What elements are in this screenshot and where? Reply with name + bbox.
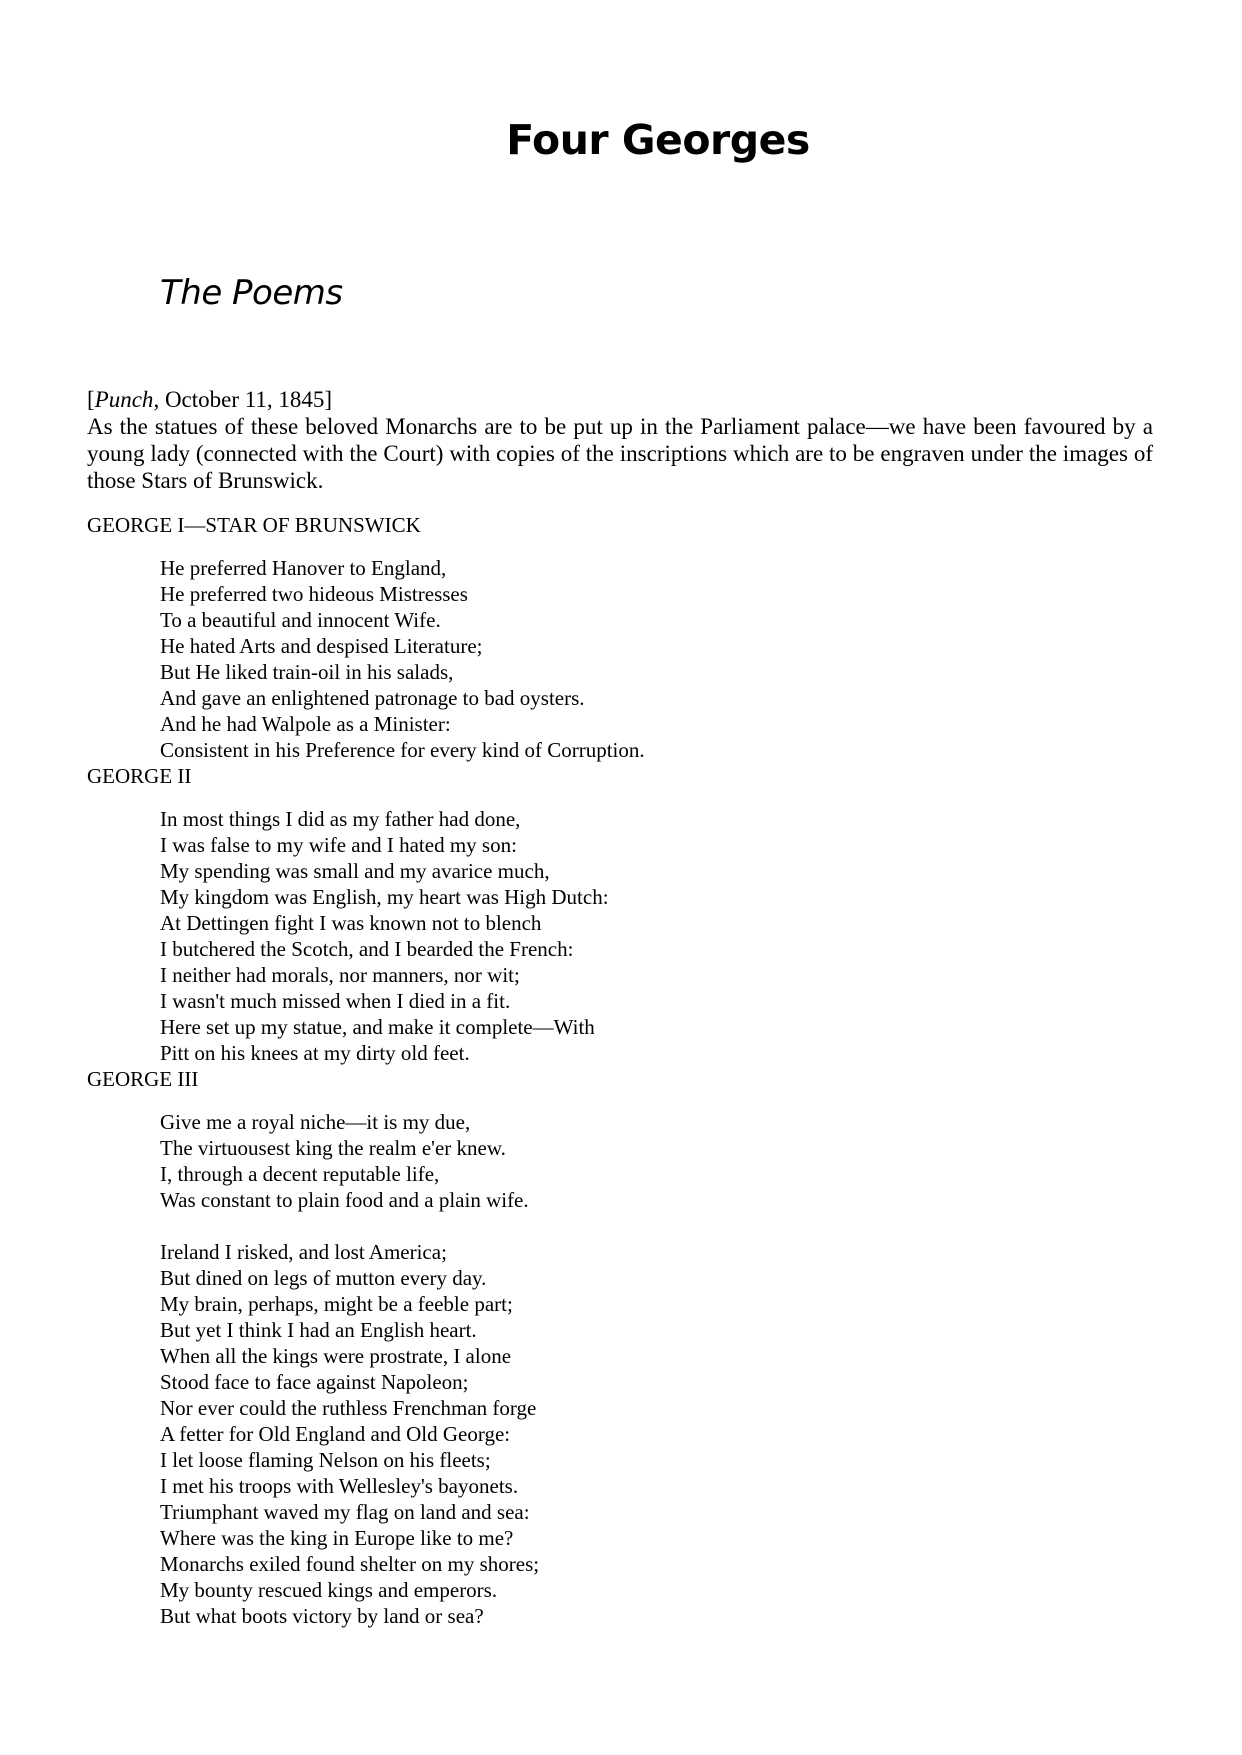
poem-line: My spending was small and my avarice much,	[160, 859, 550, 883]
source-citation: [Punch, October 11, 1845]	[87, 387, 333, 412]
poem-line: Was constant to plain food and a plain wife.	[160, 1188, 529, 1212]
poem-line: Consistent in his Preference for every kind of Corruption.	[160, 738, 645, 762]
poem-line: I wasn't much missed when I died in a fit.	[160, 989, 511, 1013]
page-title: Four Georges	[506, 116, 810, 164]
document-body	[87, 386, 1153, 1629]
poem-line: The virtuousest king the realm e'er knew.	[160, 1136, 506, 1160]
source-publication: Punch	[94, 387, 154, 412]
poem-line: When all the kings were prostrate, I alone	[160, 1344, 512, 1368]
poem-line: My bounty rescued kings and emperors.	[160, 1578, 498, 1602]
poem-line: My kingdom was English, my heart was High Dutch:	[160, 885, 609, 909]
poem-line: Ireland I risked, and lost America;	[160, 1240, 447, 1264]
poem-line: But what boots victory by land or sea?	[160, 1604, 484, 1628]
poem-line: Nor ever could the ruthless Frenchman forge	[160, 1396, 537, 1420]
poem-line: Pitt on his knees at my dirty old feet.	[160, 1041, 470, 1065]
poem-line: But yet I think I had an English heart.	[160, 1318, 477, 1342]
poem-line: Monarchs exiled found shelter on my shores;	[160, 1552, 540, 1576]
section-heading-george-ii: GEORGE II	[87, 764, 192, 788]
poem-line: I neither had morals, nor manners, nor wit;	[160, 963, 520, 987]
poem-line: To a beautiful and innocent Wife.	[160, 608, 441, 632]
poem-line: And he had Walpole as a Minister:	[160, 712, 451, 736]
poem-line: My brain, perhaps, might be a feeble part;	[160, 1292, 513, 1316]
page-subtitle: The Poems	[160, 273, 343, 313]
poem-line: He hated Arts and despised Literature;	[160, 634, 483, 658]
poem-line: He preferred two hideous Mistresses	[160, 582, 468, 606]
poem-line: And gave an enlightened patronage to bad oysters.	[160, 686, 585, 710]
poem-line: Here set up my statue, and make it complete—With	[160, 1015, 595, 1039]
poem-line: I was false to my wife and I hated my son:	[160, 833, 517, 857]
poem-george-iii-stanza-2	[87, 1239, 1153, 1629]
poem-line: I met his troops with Wellesley's bayonets.	[160, 1474, 519, 1498]
section-heading-george-iii: GEORGE III	[87, 1067, 199, 1091]
poem-line: Where was the king in Europe like to me?	[160, 1526, 514, 1550]
poem-line: But dined on legs of mutton every day.	[160, 1266, 487, 1290]
poem-line: At Dettingen fight I was known not to blench	[160, 911, 542, 935]
poem-george-iii-stanza-1	[87, 1109, 1153, 1213]
intro-paragraph: As the statues of these beloved Monarchs are to be put up in the Parliament palace—we have been favoured by a young lady (connected with the Court) with copies of the inscriptions which are to be engraven under the images of those Stars of Brunswick.	[87, 414, 1153, 493]
poem-line: A fetter for Old England and Old George:	[160, 1422, 511, 1446]
source-date: , October 11, 1845	[153, 387, 325, 412]
poem-line: But He liked train-oil in his salads,	[160, 660, 454, 684]
poem-line: In most things I did as my father had done,	[160, 807, 521, 831]
poem-line: I, through a decent reputable life,	[160, 1162, 440, 1186]
poem-line: Give me a royal niche—it is my due,	[160, 1110, 471, 1134]
poem-george-i	[87, 555, 1153, 763]
poem-line: I let loose flaming Nelson on his fleets;	[160, 1448, 491, 1472]
poem-line: Stood face to face against Napoleon;	[160, 1370, 469, 1394]
section-heading-george-i: GEORGE I—STAR OF BRUNSWICK	[87, 513, 421, 537]
poem-george-ii	[87, 806, 1153, 1066]
poem-line: He preferred Hanover to England,	[160, 556, 447, 580]
poem-line: I butchered the Scotch, and I bearded the French:	[160, 937, 574, 961]
poem-line: Triumphant waved my flag on land and sea:	[160, 1500, 530, 1524]
